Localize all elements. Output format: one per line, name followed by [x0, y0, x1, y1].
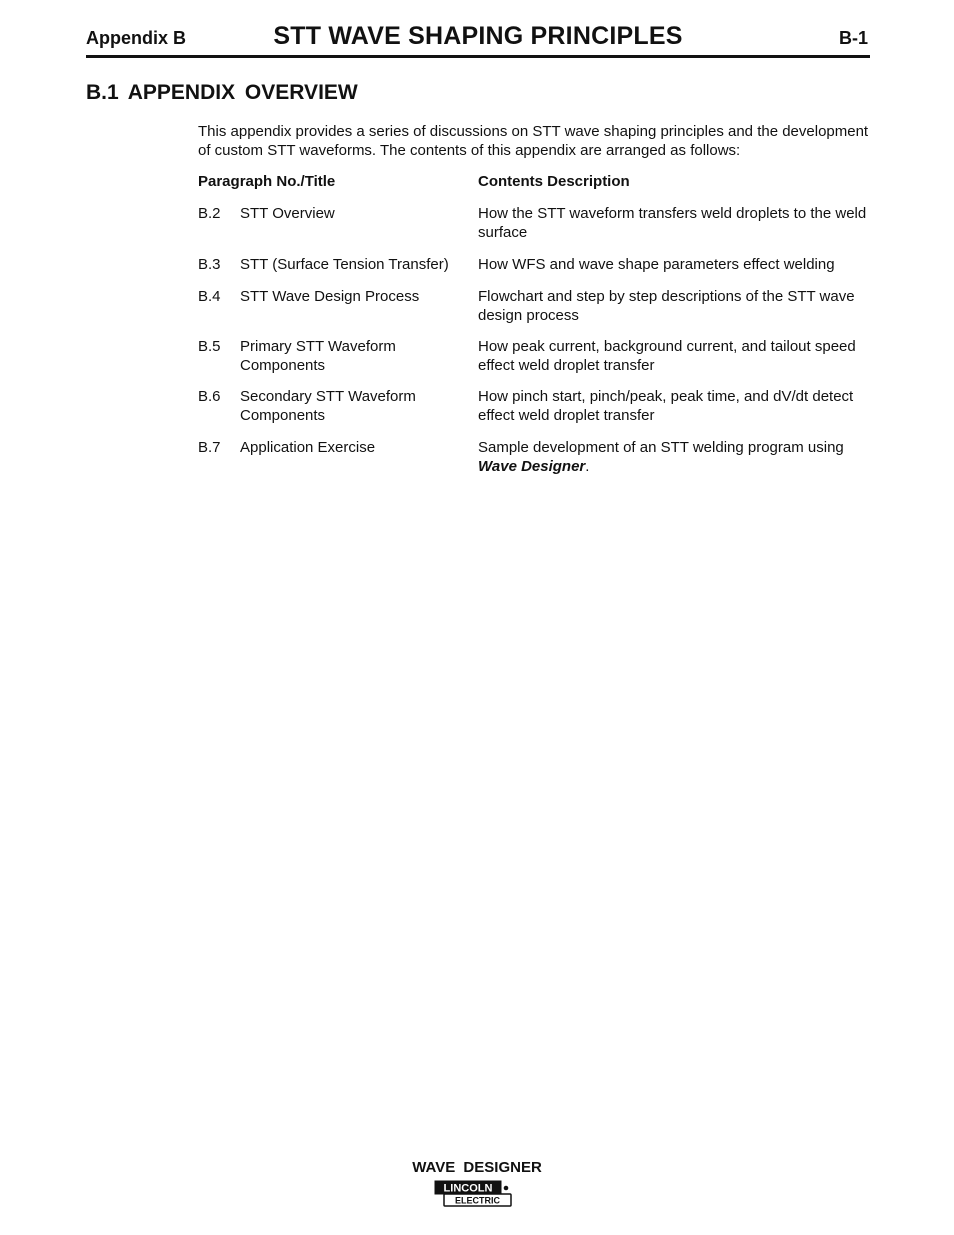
logo-bottom-text: ELECTRIC — [455, 1195, 500, 1206]
table-row — [198, 438, 870, 478]
row-title: Primary STT Waveform Components — [240, 338, 396, 374]
table-header — [198, 172, 870, 204]
row-title: Secondary STT Waveform Components — [240, 388, 416, 424]
row-title: STT Wave Design Process — [240, 288, 420, 305]
logo-top-text: LINCOLN — [443, 1182, 493, 1195]
row-description-end: . — [585, 458, 590, 475]
footer-title: WAVE DESIGNER — [412, 1159, 542, 1176]
row-title: STT Overview — [240, 205, 335, 222]
row-number: B.6 — [198, 388, 221, 405]
table-row — [198, 287, 870, 337]
header-rule — [86, 55, 870, 58]
column-header-contents: Contents Description — [478, 173, 630, 190]
row-title: Application Exercise — [240, 439, 376, 456]
row-description: How the STT waveform transfers weld droplets to the weld surface — [478, 205, 867, 241]
column-header-paragraph: Paragraph No./Title — [198, 173, 336, 190]
row-title: STT (Surface Tension Transfer) — [240, 256, 449, 273]
row-description-text: Sample development of an STT welding program using — [478, 439, 844, 456]
table-row — [198, 204, 870, 255]
lincoln-electric-logo — [434, 1180, 514, 1208]
row-description: Flowchart and step by step descriptions of the STT wave design process — [478, 288, 855, 324]
row-description: How pinch start, pinch/peak, peak time, and dV/dt detect effect weld droplet transfer — [478, 388, 854, 424]
table-row — [198, 337, 870, 387]
row-description — [478, 438, 870, 476]
row-number: B.5 — [198, 338, 221, 355]
header-page-number: B-1 — [838, 28, 868, 48]
header-title: STT WAVE SHAPING PRINCIPLES — [273, 22, 683, 50]
row-number: B.7 — [198, 439, 221, 456]
wave-designer-product-name: Wave Designer — [478, 458, 586, 475]
row-number: B.4 — [198, 288, 221, 305]
row-description: How WFS and wave shape parameters effect welding — [478, 256, 835, 273]
contents-table — [198, 172, 870, 478]
page-header — [86, 22, 870, 56]
section-title: B.1 APPENDIX OVERVIEW — [86, 81, 358, 104]
table-row — [198, 255, 870, 287]
intro-paragraph: This appendix provides a series of discussions on STT wave shaping principles and the development of custom STT waveforms. The contents of this appendix are arranged as follows: — [198, 123, 869, 159]
table-row — [198, 387, 870, 438]
row-number: B.3 — [198, 256, 221, 273]
logo-registered-mark — [504, 1186, 509, 1191]
row-number: B.2 — [198, 205, 221, 222]
row-description: How peak current, background current, and tailout speed effect weld droplet transfer — [478, 338, 856, 374]
header-appendix-label: Appendix B — [86, 28, 187, 48]
